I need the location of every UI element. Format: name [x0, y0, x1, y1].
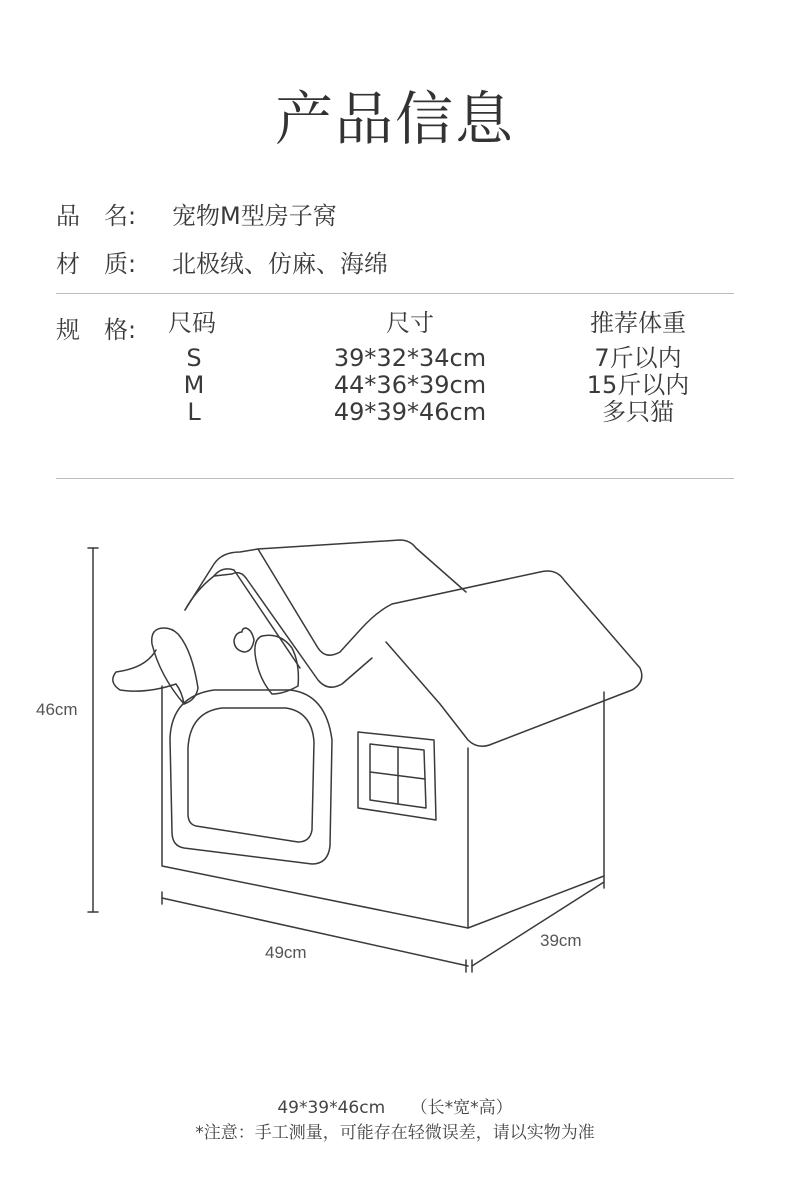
footer-note: *注意：手工测量，可能存在轻微误差，请以实物为准	[195, 1123, 595, 1143]
product-name-value: 宠物M型房子窝	[172, 202, 337, 230]
dimension-m: 44*36*39cm	[333, 371, 487, 399]
size-values	[164, 345, 224, 426]
product-name-label: 品 名:	[56, 202, 137, 230]
width-dimension-line	[472, 876, 604, 972]
size-column	[168, 310, 228, 337]
house-body	[162, 686, 604, 928]
divider-top	[56, 293, 734, 294]
dimension-header: 尺寸	[386, 309, 434, 337]
length-dimension-line	[162, 892, 468, 972]
weight-header: 推荐体重	[590, 309, 686, 337]
dimension-column	[300, 310, 520, 337]
size-l: L	[187, 398, 201, 426]
dimension-s: 39*32*34cm	[333, 344, 487, 372]
house-diagram	[0, 520, 790, 1000]
divider-bottom	[56, 478, 734, 479]
width-label: 39cm	[540, 931, 582, 950]
dimension-l: 49*39*46cm	[333, 398, 487, 426]
material-row	[56, 244, 388, 279]
weight-column	[558, 310, 718, 337]
size-m: M	[183, 371, 205, 399]
page-title: 产品信息	[274, 85, 515, 153]
height-label: 46cm	[36, 700, 78, 719]
dimension-values	[300, 345, 520, 426]
size-header: 尺码	[168, 309, 216, 337]
footer-dimensions: 49*39*46cm （长*宽*高）	[277, 1098, 513, 1118]
weight-values	[558, 345, 718, 426]
gable-window	[234, 628, 254, 652]
weight-s: 7斤以内	[594, 344, 682, 372]
spec-label: 规 格:	[56, 316, 137, 344]
product-name-row	[56, 196, 337, 231]
material-label: 材 质:	[56, 250, 137, 278]
size-s: S	[186, 344, 202, 372]
weight-l: 多只猫	[602, 398, 674, 426]
side-window	[358, 732, 436, 820]
height-dimension-line	[88, 548, 98, 912]
material-value: 北极绒、仿麻、海绵	[172, 250, 388, 278]
weight-m: 15斤以内	[586, 371, 690, 399]
length-label: 49cm	[265, 943, 307, 962]
bunny-ears	[113, 628, 299, 704]
house-door	[170, 690, 332, 864]
